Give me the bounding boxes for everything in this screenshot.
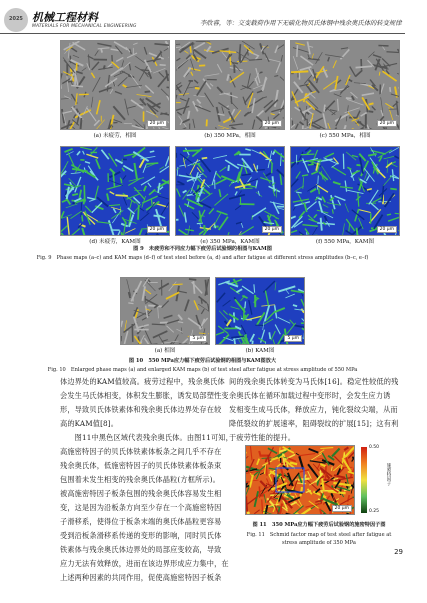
fig9-panel-label: (b) 350 MPa，相图 [204,133,256,139]
fig11-caption-cn: 图 11 350 MPa应力幅下疲劳后试验钢的施密特因子图 [252,522,386,528]
text-line: 高的KAM值[8]。 [60,419,119,428]
scale-bar: 20 μm [262,226,282,233]
fig9-caption-en: Fig. 9 Phase maps (a–c) and KAM maps (d–f) of test steel before (a, d) and after fatigue at different stress amplitudes (b–c, e–f) [36,255,369,261]
fig9-panel-0 [60,40,170,130]
fig9-panel-label: (c) 550 MPa，相图 [319,133,371,139]
text-line: 图11中黑色区域代表残余奥氏体。由图11可知， [60,433,233,442]
fig9-caption-cn: 图 9 未疲劳和不同应力幅下疲劳后试验钢的相图与KAM图 [133,246,272,252]
fig9-panel-4 [175,146,285,236]
scale-bar: 5 μm [284,335,302,342]
text-line: 余奥氏体在循环加载过程中变形时，会发生应力诱 [229,391,391,400]
text-line: 发相变生成马氏体，释放应力，钝化裂纹尖端，从而 [229,405,398,414]
fig10-caption-en: Fig. 10 Enlarged phase maps (a) and enlarged KAM maps (b) of test steel after fatigue at stress amplitude of 550 MPa [47,367,358,373]
running-title: 李欣睿，等：交变载荷作用下无碳化物贝氏体钢中残余奥氏体的转变规律 [200,20,402,27]
text-line: 变，这是因为沿板条方向至少存在一个高施密特因 [60,503,222,512]
scale-bar: 20 μm [262,120,282,127]
fig9-panel-5 [290,146,400,236]
fig9-panel-3 [60,146,170,236]
fig10-panel-0 [120,277,210,345]
scale-bar: 20 μm [377,120,397,127]
text-line: 降低裂纹的扩展速率，阻碍裂纹的扩展[15]；这有利 [229,419,399,428]
colorbar-max: 0.50 [369,445,380,450]
schmid-factor-map [245,445,355,515]
text-line: 包围着未发生相变的残余奥氏体晶粒(方框所示)。 [60,475,220,484]
text-line: 铁素体与残余奥氏体边界处的局部应变较高，导致 [60,545,222,554]
fig9-panel-label: (a) 未疲劳，相图 [93,133,137,139]
fig11-caption-en-line1: Fig. 11 Schmid factor map of test steel after fatigue at [246,532,392,538]
fig9-panel-2 [290,40,400,130]
header-divider [0,33,405,34]
text-line: 残余奥氏体，低施密特因子的贝氏体铁素体板条束 [60,461,222,470]
text-line: 会发生马氏体相变，体积发生膨胀，诱发局部塑性变 [60,391,229,400]
text-line: 被高施密特因子板条包围的残余奥氏体容易发生相 [60,489,222,498]
text-line: 间的残余奥氏体转变为马氏体[16]。稳定性较低的残 [229,377,399,386]
text-line: 于疲劳性能的提升。 [229,433,296,442]
fig9-panel-label: (f) 550 MPa，KAM图 [315,239,375,245]
scale-bar: 5 μm [189,335,207,342]
text-line: 上述两种因素的共同作用，促使高施密特因子板条 [60,573,222,582]
text-line: 形，导致贝氏体铁素体和残余奥氏体边界处存在较 [60,405,222,414]
fig9-panel-label: (e) 350 MPa，KAM图 [200,239,260,245]
scale-bar: 20 μm [147,226,167,233]
text-line: 应力无法有效释放，进而在该边界形成应力集中，在 [60,559,229,568]
body-text-right [229,375,409,445]
text-line: 子滑移系，使得位于板条末端的奥氏体晶粒更容易 [60,517,222,526]
colorbar-label: 施密特因子 [386,463,391,486]
fig10-panel-1 [215,277,305,345]
text-line: 受到沿板条滑移系传递的变形的影响，同时贝氏体 [60,531,222,540]
journal-title-cn: 机械工程材料 [32,11,98,24]
text-line: 体边界处的KAM值较高。疲劳过程中，残余奥氏体 [60,377,225,386]
colorbar-min: 0.25 [369,509,380,514]
logo-year: 2025 [9,16,23,22]
fig9-panel-label: (d) 未疲劳，KAM图 [89,239,141,245]
scale-bar: 20 μm [147,120,167,127]
page-number: 29 [394,548,403,556]
text-line: 高施密特因子的贝氏体铁素体板条之间几乎不存在 [60,447,222,456]
fig10-panel-label: (a) 相图 [154,348,176,354]
journal-title-en: MATERIALS FOR MECHANICAL ENGINEERING [32,24,137,29]
fig11-caption-en-line2: stress amplitude of 350 MPa [282,540,356,546]
colorbar [361,447,367,513]
fig10-caption-cn: 图 10 550 MPa应力幅下疲劳后试验钢的相图与KAM图放大 [128,358,277,364]
fig10-panel-label: (b) KAM图 [245,348,275,354]
fig9-panel-1 [175,40,285,130]
scale-bar: 20 μm [377,226,397,233]
scale-bar: 20 μm [332,505,352,512]
